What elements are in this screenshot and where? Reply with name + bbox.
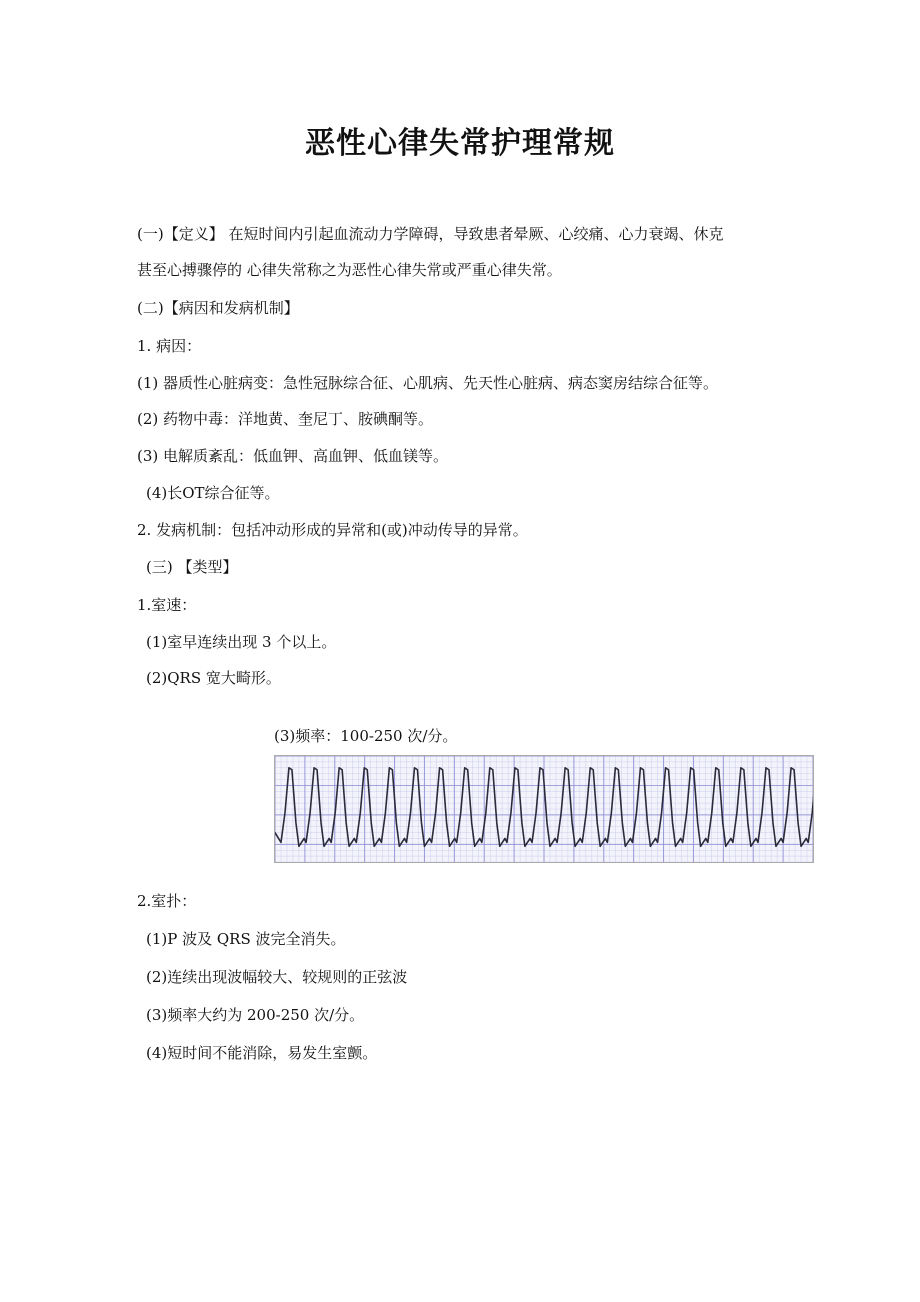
cause-item-3: (3) 电解质紊乱：低血钾、高血钾、低血镁等。 (137, 447, 449, 465)
vt-item-2: (2)QRS 宽大畸形。 (146, 669, 281, 687)
vf-item-3: (3)频率大约为 200-250 次/分。 (146, 1006, 365, 1024)
definition-line-2: 甚至心搏骤停的 心律失常称之为恶性心律失常或严重心律失常。 (137, 261, 562, 279)
section-3-heading: (三) 【类型】 (146, 558, 238, 576)
definition-line-1: (一)【定义】 在短时间内引起血流动力学障碍，导致患者晕厥、心绞痛、心力衰竭、休克 (137, 225, 724, 243)
vf-item-2: (2)连续出现波幅较大、较规则的正弦波 (146, 968, 408, 986)
mechanism-line: 2. 发病机制：包括冲动形成的异常和(或)冲动传导的异常。 (137, 521, 528, 539)
cause-item-2: (2) 药物中毒：洋地黄、奎尼丁、胺碘酮等。 (137, 410, 434, 428)
vf-item-1: (1)P 波及 QRS 波完全消失。 (146, 930, 346, 948)
cause-item-1: (1) 器质性心脏病变：急性冠脉综合征、心肌病、先天性心脏病、病态窦房结综合征等。 (137, 374, 719, 392)
vf-item-4: (4)短时间不能消除，易发生室颤。 (146, 1044, 378, 1062)
cause-heading: 1. 病因： (137, 337, 202, 355)
document-title: 恶性心律失常护理常规 (305, 126, 615, 161)
vt-item-3: (3)频率：100-250 次/分。 (274, 727, 458, 745)
ecg-strip-image (274, 755, 814, 863)
cause-item-4: (4)长OT综合征等。 (146, 484, 280, 502)
vt-item-1: (1)室早连续出现 3 个以上。 (146, 633, 337, 651)
section-2-heading: (二)【病因和发病机制】 (137, 299, 299, 317)
vf-heading: 2.室扑： (137, 892, 197, 910)
vt-heading: 1.室速： (137, 596, 197, 614)
